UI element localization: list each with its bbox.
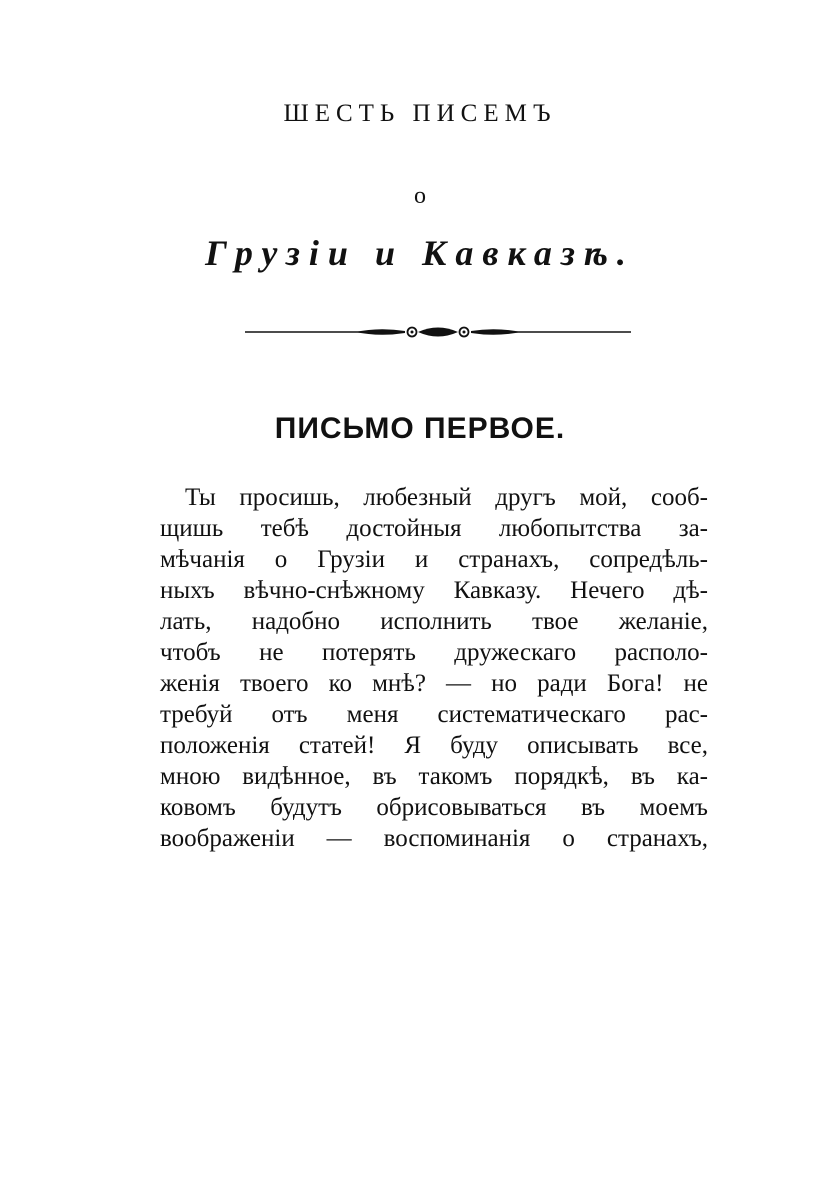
ornament-divider	[245, 320, 631, 344]
text-line: Ты просишь, любезный другъ мой, сооб-	[185, 484, 708, 511]
body-text	[160, 482, 708, 854]
title-line-2: о	[414, 183, 426, 209]
text-line: ныхъ вѣчно-снѣжному Кавказу. Нечего дѣ-	[160, 577, 708, 604]
text-line: щишь тебѣ достойныя любопытства за-	[160, 515, 708, 542]
text-line: мною видѣнное, въ такомъ порядкѣ, въ ка-	[160, 763, 708, 790]
letter-heading: ПИСЬМО ПЕРВОЕ.	[274, 412, 566, 445]
text-line: ковомъ будутъ обрисовываться въ моемъ	[160, 794, 708, 821]
title-line-1: ШЕСТЬ ПИСЕМЪ	[283, 100, 557, 127]
text-line: положенія статей! Я буду описывать все,	[160, 732, 708, 759]
text-line: женія твоего ко мнѣ? — но ради Бога! не	[160, 670, 708, 697]
text-line: чтобъ не потерять дружескаго располо-	[160, 639, 708, 666]
text-line: мѣчанія о Грузіи и странахъ, сопредѣль-	[160, 546, 708, 573]
title-line-3: Грузіи и Кавказѣ.	[205, 233, 635, 273]
text-line: воображеніи — воспоминанія о странахъ,	[160, 825, 708, 852]
text-line: лать, надобно исполнить твое желаніе,	[160, 608, 708, 635]
text-line: требуй отъ меня систематическаго рас-	[160, 701, 708, 728]
